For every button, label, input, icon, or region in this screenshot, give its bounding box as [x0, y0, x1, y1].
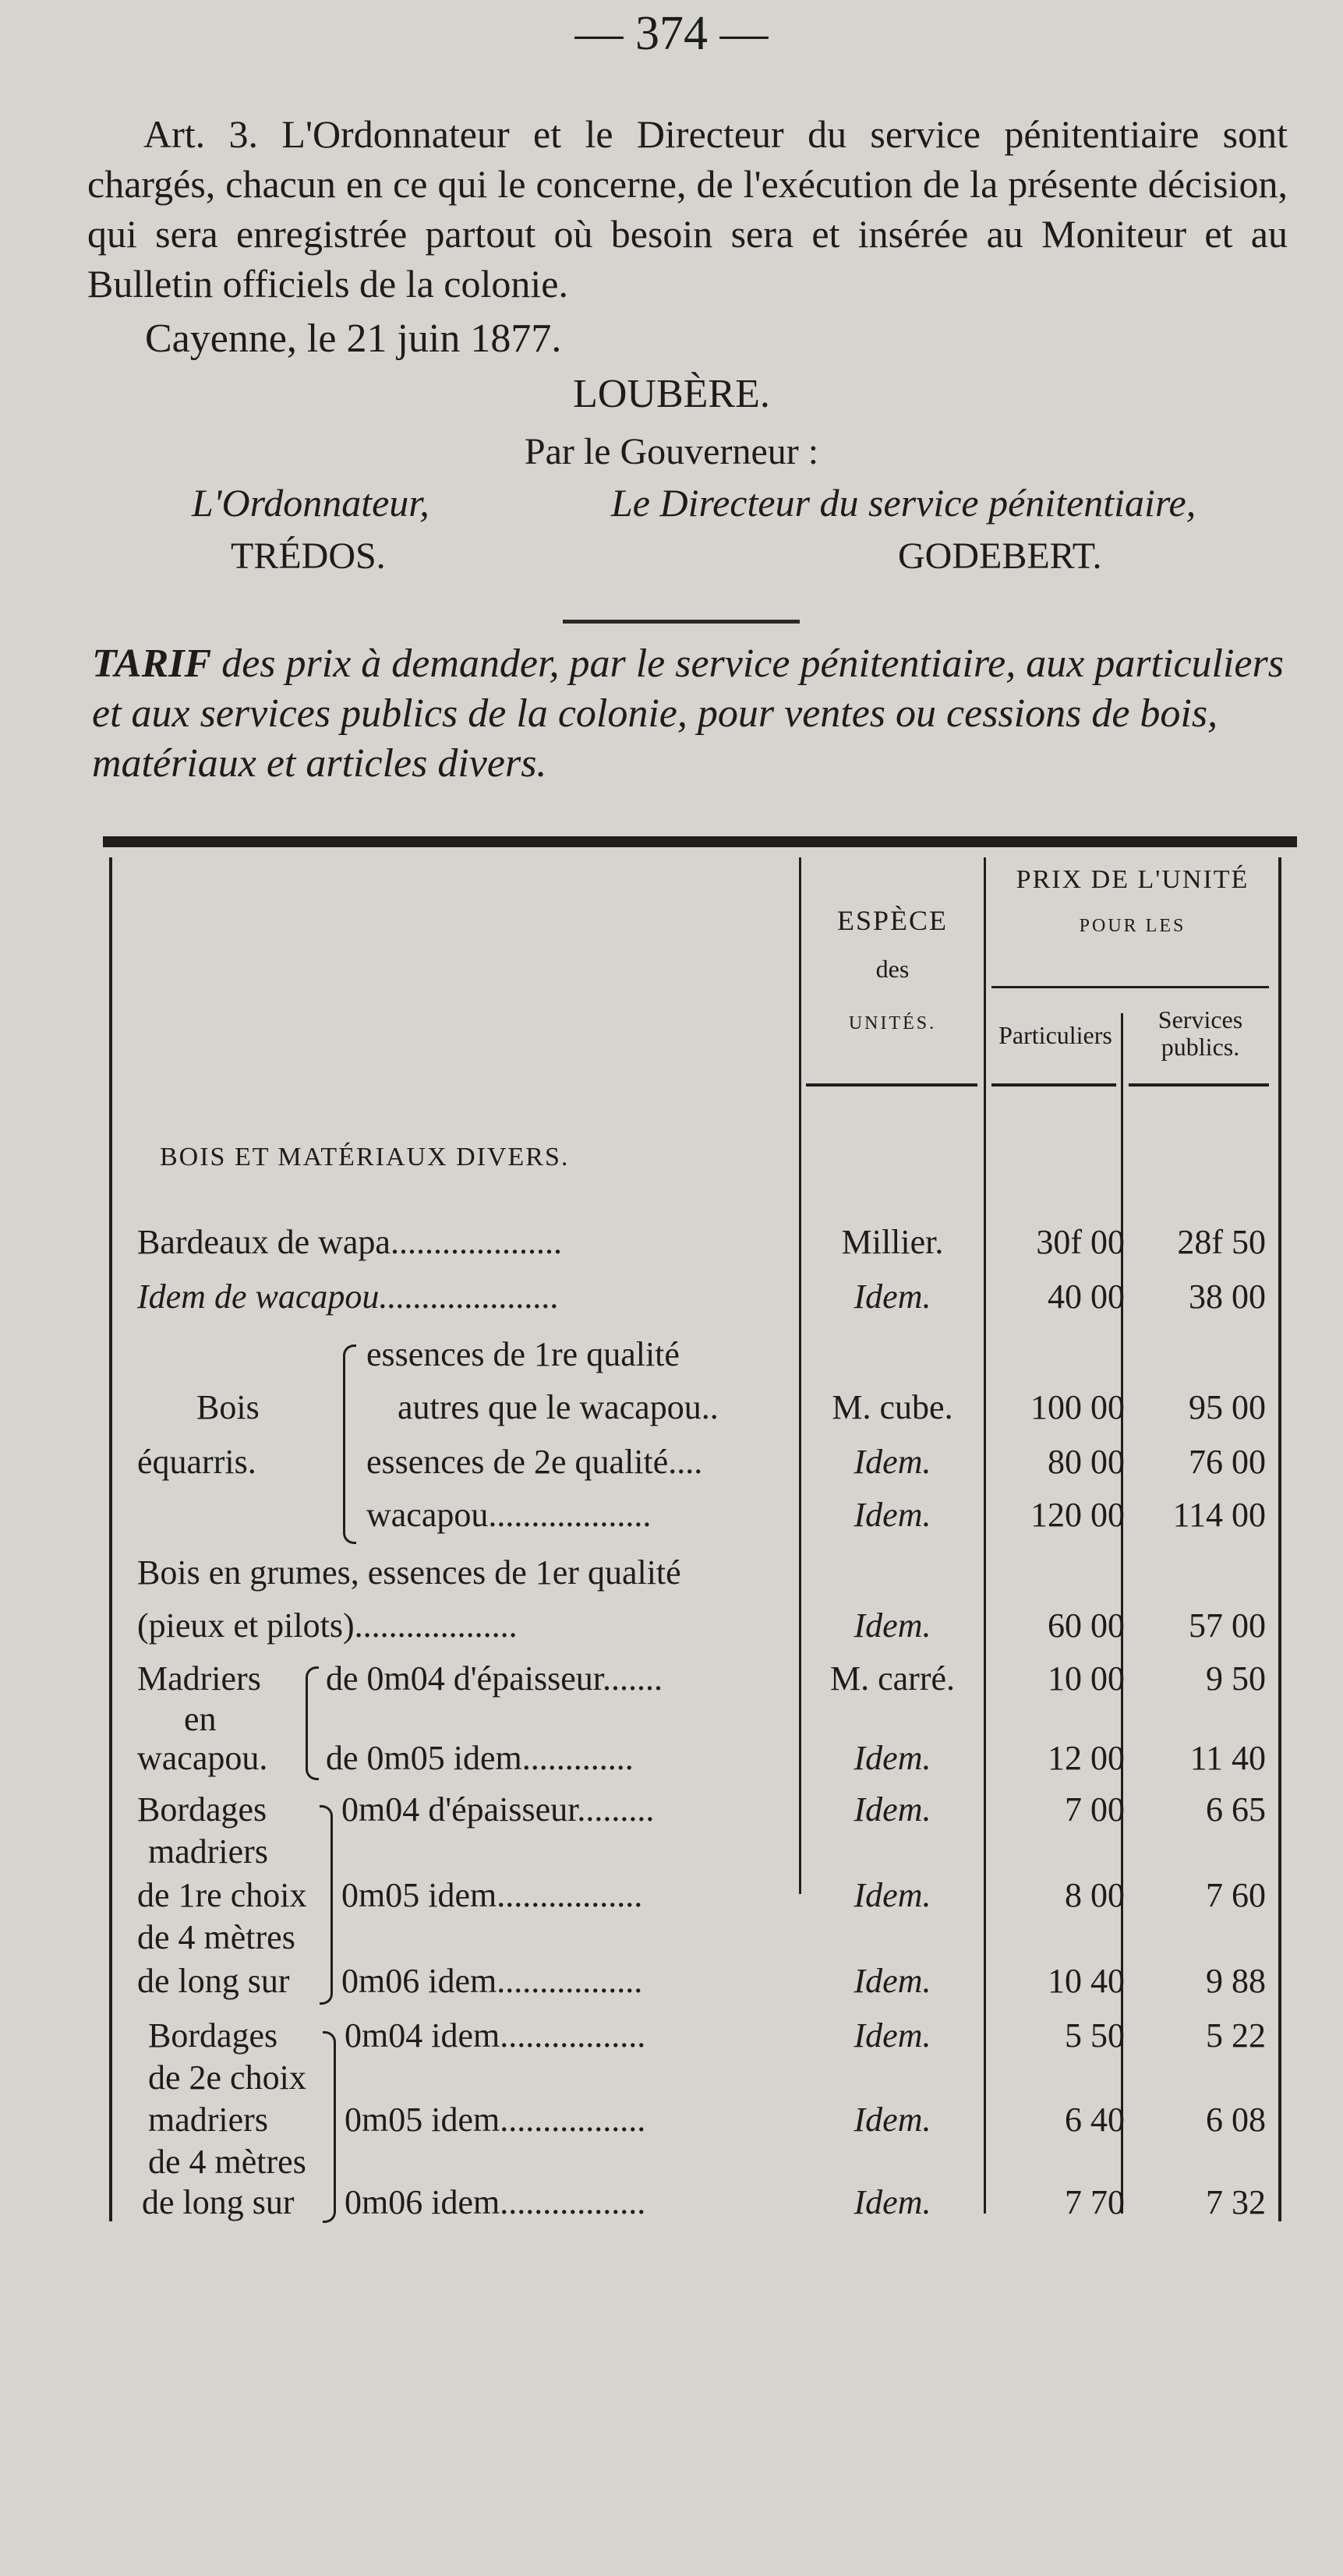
row-price-particuliers: 10 40 — [1048, 1962, 1125, 2000]
row-unit: Millier. — [841, 1223, 944, 1261]
row-label: wacapou................... — [366, 1496, 652, 1534]
row-label: (pieux et pilots)................... — [137, 1606, 518, 1645]
group-label: de 4 mètres — [148, 2143, 306, 2181]
row-price-particuliers: 10 00 — [1048, 1659, 1125, 1698]
header-services-2: publics. — [1161, 1033, 1240, 1061]
row-price-services: 95 00 — [1189, 1388, 1266, 1426]
group-brace — [343, 1345, 356, 1544]
row-label: 0m04 idem................. — [345, 2016, 646, 2055]
header-espece: ESPÈCE — [836, 905, 949, 936]
row-unit: M. cube. — [832, 1388, 953, 1426]
row-price-services: 38 00 — [1189, 1277, 1266, 1316]
group-label: équarris. — [137, 1443, 256, 1481]
row-unit: Idem. — [854, 1790, 931, 1829]
tarif-title — [92, 639, 1292, 789]
header-pour-les: POUR LES — [1079, 916, 1186, 936]
row-label: essences de 2e qualité.... — [366, 1443, 703, 1481]
table-left-border — [109, 857, 112, 2221]
row-price-particuliers: 40 00 — [1048, 1277, 1125, 1316]
header-services-1: Services — [1157, 1005, 1243, 1034]
row-price-services: 6 08 — [1206, 2101, 1266, 2139]
article-paragraph — [87, 109, 1288, 309]
row-label: de 0m04 d'épaisseur....... — [326, 1659, 663, 1698]
group-label: Bordages — [137, 1790, 267, 1829]
row-label: Idem de wacapou..................... — [137, 1277, 560, 1316]
header-unites: UNITÉS. — [848, 1013, 937, 1034]
group-label: en — [184, 1700, 217, 1738]
group-label: de 1re choix — [137, 1876, 307, 1914]
group-brace — [323, 2031, 336, 2223]
row-price-services: 57 00 — [1189, 1606, 1266, 1645]
group-label: de 2e choix — [148, 2058, 306, 2097]
group-line: Bois en grumes, essences de 1er qualité — [137, 1553, 681, 1592]
col-sep-2 — [984, 857, 986, 2214]
row-price-services: 28f 50 — [1177, 1223, 1266, 1261]
group-label: madriers — [148, 2101, 268, 2139]
tarif-title-lead: TARIF — [92, 641, 212, 686]
group-label: Bordages — [148, 2016, 278, 2055]
row-unit: Idem. — [854, 1739, 931, 1777]
table-top-rule — [103, 836, 1297, 847]
header-des: des — [875, 955, 910, 983]
row-price-particuliers: 30f 00 — [1036, 1223, 1125, 1261]
governor-signature: LOUBÈRE. — [573, 372, 770, 416]
row-label: de 0m05 idem............. — [326, 1739, 634, 1777]
group-label: de 4 mètres — [137, 1918, 295, 1956]
col-sep-1 — [799, 857, 801, 1894]
row-label: 0m06 idem................. — [341, 1962, 643, 2000]
group-label: wacapou. — [137, 1739, 268, 1777]
row-price-particuliers: 120 00 — [1030, 1496, 1125, 1534]
row-price-particuliers: 80 00 — [1048, 1443, 1125, 1481]
row-unit: Idem. — [854, 1606, 931, 1645]
article-text: Art. 3. L'Ordonnateur et le Directeur du service pénitentiaire sont chargés, chacun en ce qui le concerne, de l'exécution de la présente décision, qui sera enregistrée partout où besoin sera et insérée au Moniteur et au Bulletin officiels de la colonie. — [87, 112, 1288, 306]
group-line: essences de 1re qualité — [366, 1335, 680, 1373]
row-price-services: 9 88 — [1206, 1962, 1266, 2000]
row-label: 0m04 d'épaisseur......... — [341, 1790, 655, 1829]
row-unit: Idem. — [854, 1277, 931, 1316]
ordonnateur-title: L'Ordonnateur, — [192, 481, 429, 525]
row-price-services: 6 65 — [1206, 1790, 1266, 1829]
tarif-title-rest: des prix à demander, par le service pénitentiaire, aux particuliers et aux services publics de la colonie, pour ventes ou cessions de bois, matériaux et articles divers. — [92, 641, 1284, 786]
row-unit: Idem. — [854, 2183, 931, 2221]
row-price-particuliers: 6 40 — [1065, 2101, 1125, 2139]
header-underline-3 — [1129, 1083, 1269, 1087]
ordonnateur-name: TRÉDOS. — [231, 535, 386, 577]
header-particuliers: Particuliers — [998, 1021, 1112, 1049]
group-label: de long sur — [142, 2183, 295, 2221]
directeur-name: GODEBERT. — [898, 535, 1102, 577]
group-brace — [320, 1805, 333, 2005]
row-unit: Idem. — [854, 2101, 931, 2139]
row-price-particuliers: 60 00 — [1048, 1606, 1125, 1645]
table-right-border — [1278, 857, 1281, 2221]
row-price-particuliers: 12 00 — [1048, 1739, 1125, 1777]
row-price-services: 11 40 — [1189, 1739, 1266, 1777]
row-price-services: 76 00 — [1189, 1443, 1266, 1481]
row-unit: M. carré. — [829, 1659, 955, 1698]
group-label: Madriers — [137, 1659, 261, 1698]
row-price-particuliers: 7 00 — [1065, 1790, 1125, 1829]
page-number: — 374 — — [574, 7, 769, 60]
row-unit: Idem. — [854, 1443, 931, 1481]
row-label: Bardeaux de wapa.................... — [137, 1223, 562, 1261]
group-label: de long sur — [137, 1962, 290, 2000]
row-price-services: 5 22 — [1206, 2016, 1266, 2055]
row-unit: Idem. — [854, 1962, 931, 2000]
by-governor: Par le Gouverneur : — [524, 431, 819, 472]
row-price-services: 9 50 — [1206, 1659, 1266, 1698]
price-header-rule — [991, 986, 1269, 988]
separator-rule — [563, 620, 800, 624]
row-price-particuliers: 8 00 — [1065, 1876, 1125, 1914]
row-label: 0m05 idem................. — [345, 2101, 646, 2139]
row-label: 0m06 idem................. — [345, 2183, 646, 2221]
directeur-title: Le Directeur du service pénitentiaire, — [611, 481, 1196, 525]
group-brace — [306, 1666, 319, 1780]
row-price-particuliers: 100 00 — [1030, 1388, 1125, 1426]
row-unit: Idem. — [854, 1876, 931, 1914]
section-title: BOIS ET MATÉRIAUX DIVERS. — [160, 1143, 570, 1171]
row-price-services: 114 00 — [1172, 1496, 1266, 1534]
group-label: Bois — [196, 1388, 260, 1426]
header-underline-1 — [806, 1083, 977, 1087]
row-unit: Idem. — [854, 2016, 931, 2055]
row-label: 0m05 idem................. — [341, 1876, 643, 1914]
row-price-services: 7 32 — [1206, 2183, 1266, 2221]
row-price-particuliers: 7 70 — [1065, 2183, 1125, 2221]
row-price-services: 7 60 — [1206, 1876, 1266, 1914]
row-price-particuliers: 5 50 — [1065, 2016, 1125, 2055]
group-label: madriers — [148, 1832, 268, 1871]
row-label: autres que le wacapou.. — [398, 1388, 719, 1426]
header-underline-2 — [991, 1083, 1116, 1087]
row-unit: Idem. — [854, 1496, 931, 1534]
dateline: Cayenne, le 21 juin 1877. — [145, 316, 562, 361]
header-prix: PRIX DE L'UNITÉ — [1016, 865, 1249, 894]
